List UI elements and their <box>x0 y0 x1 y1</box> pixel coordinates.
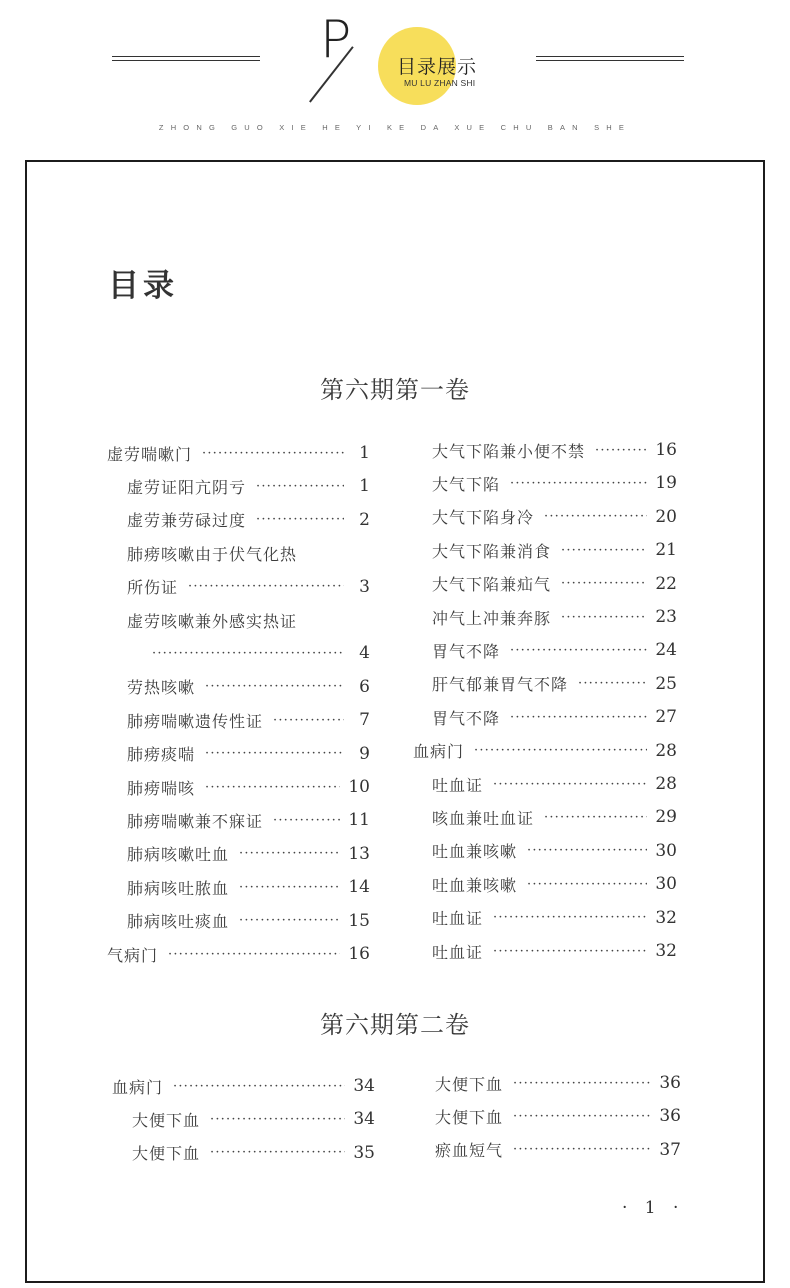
toc-entry-page: 16 <box>655 440 677 460</box>
toc-leader-dots <box>256 513 344 526</box>
toc-entry-label: 肝气郁兼胃气不降 <box>432 675 569 695</box>
toc-leader-dots <box>152 647 344 660</box>
toc-leader-dots <box>544 510 647 523</box>
toc-entry[interactable] <box>432 438 677 462</box>
toc-leader-dots <box>273 814 340 827</box>
toc-leader-dots <box>493 945 647 958</box>
toc-entry-label: 胃气不降 <box>432 641 501 661</box>
toc-entry-page: 15 <box>348 910 370 931</box>
toc-leader-dots <box>205 680 344 693</box>
toc-entry-page: 14 <box>348 877 370 898</box>
toc-entry-label: 肺痨喘嗽兼不寐证 <box>127 811 264 831</box>
toc-leader-dots <box>474 744 647 757</box>
toc-entry[interactable] <box>435 1138 681 1162</box>
toc-entry[interactable] <box>432 906 677 930</box>
toc-entry-label: 大便下血 <box>132 1144 201 1164</box>
header-letter: P <box>320 10 352 70</box>
toc-entry[interactable] <box>432 705 677 729</box>
toc-leader-dots <box>595 444 647 457</box>
toc-leader-dots <box>513 1077 651 1090</box>
toc-entry-page: 2 <box>359 509 370 530</box>
toc-entry-label: 所伤证 <box>127 578 179 598</box>
toc-entry-page: 11 <box>348 810 370 831</box>
toc-leader-dots <box>510 711 647 724</box>
toc-entry[interactable] <box>432 471 677 495</box>
toc-entry[interactable] <box>127 508 370 532</box>
toc-entry-label: 胃气不降 <box>432 708 501 728</box>
toc-entry-label: 肺痨喘嗽遗传性证 <box>127 711 264 731</box>
toc-entry-page: 27 <box>655 707 677 728</box>
toc-entry-label: 血病门 <box>112 1077 164 1097</box>
toc-entry[interactable] <box>127 775 370 799</box>
toc-entry-page: 1 <box>359 443 370 463</box>
toc-entry[interactable] <box>132 1107 375 1131</box>
toc-entry[interactable] <box>132 1141 375 1165</box>
toc-entry-page: 36 <box>659 1073 681 1093</box>
toc-leader-dots <box>513 1110 651 1123</box>
toc-entry-label: 虚劳咳嗽兼外感实热证 <box>127 611 298 631</box>
toc-entry[interactable] <box>127 842 370 866</box>
toc-leader-dots <box>205 781 340 794</box>
toc-entry[interactable] <box>432 772 677 796</box>
toc-entry-label: 肺病咳吐痰血 <box>127 912 230 932</box>
toc-leader-dots <box>527 844 647 857</box>
toc-leader-dots <box>510 644 647 657</box>
toc-entry[interactable] <box>127 474 370 498</box>
toc-entry-page: 35 <box>353 1142 375 1163</box>
toc-entry[interactable] <box>127 608 370 632</box>
toc-entry-label: 大便下血 <box>435 1074 504 1094</box>
toc-entry-label: 虚劳喘嗽门 <box>107 444 193 464</box>
toc-entry[interactable] <box>432 939 677 963</box>
toc-entry-page: 1 <box>359 476 370 497</box>
toc-leader-dots <box>561 577 647 590</box>
toc-leader-dots <box>561 611 647 624</box>
toc-entry[interactable] <box>432 672 677 696</box>
toc-entry[interactable] <box>127 708 370 732</box>
toc-entry[interactable] <box>127 742 370 766</box>
toc-entry-label: 大气下陷兼小便不禁 <box>432 441 586 461</box>
toc-entry-label: 咳血兼吐血证 <box>432 808 535 828</box>
toc-leader-dots <box>210 1146 345 1159</box>
toc-entry[interactable] <box>127 575 370 599</box>
toc-leader-dots <box>205 747 344 760</box>
toc-entry[interactable] <box>112 1074 375 1098</box>
toc-entry-page: 7 <box>359 710 370 731</box>
toc-entry-page: 21 <box>655 540 677 561</box>
toc-leader-dots <box>188 580 344 593</box>
toc-leader-dots <box>202 447 344 460</box>
toc-leader-dots <box>561 544 647 557</box>
toc-entry-page: 3 <box>359 576 370 597</box>
toc-entry[interactable] <box>413 739 677 763</box>
toc-entry[interactable] <box>435 1071 681 1095</box>
toc-entry-page: 4 <box>359 643 370 664</box>
toc-entry[interactable] <box>127 875 370 899</box>
toc-entry-label: 吐血证 <box>432 775 484 795</box>
toc-entry-label: 肺病咳嗽吐血 <box>127 845 230 865</box>
toc-entry-label: 气病门 <box>107 945 159 965</box>
toc-entry-page: 22 <box>655 573 677 594</box>
toc-entry[interactable] <box>432 605 677 629</box>
volume-title: 第六期第二卷 <box>320 1011 470 1039</box>
header-decor-line-left <box>112 56 260 61</box>
toc-entry[interactable] <box>432 538 677 562</box>
toc-entry-page: 34 <box>353 1076 375 1096</box>
toc-entry[interactable] <box>432 572 677 596</box>
toc-entry[interactable] <box>432 839 677 863</box>
toc-entry-page: 29 <box>655 807 677 828</box>
toc-entry-page: 32 <box>655 907 677 928</box>
toc-entry[interactable] <box>432 638 677 662</box>
toc-entry-page: 37 <box>659 1139 681 1160</box>
toc-entry[interactable] <box>107 942 370 966</box>
header-title: 目录展示 <box>397 56 478 78</box>
toc-entry-page: 9 <box>359 743 370 764</box>
toc-entry-page: 30 <box>655 874 677 895</box>
toc-entry-label: 大气下陷 <box>432 474 501 494</box>
toc-entry[interactable] <box>435 1104 681 1128</box>
toc-leader-dots <box>273 714 344 727</box>
toc-leader-dots <box>510 477 647 490</box>
toc-entry-label: 瘀血短气 <box>435 1141 504 1161</box>
toc-entry[interactable] <box>432 505 677 529</box>
toc-entry-label: 大气下陷兼疝气 <box>432 575 552 595</box>
toc-entry-label: 肺痨痰喘 <box>127 745 196 765</box>
toc-leader-dots <box>513 1143 651 1156</box>
publisher-pinyin: ZHONG GUO XIE HE YI KE DA XUE CHU BAN SHE <box>158 123 632 132</box>
toc-entry-page: 10 <box>348 777 370 797</box>
toc-entry[interactable] <box>127 675 370 699</box>
toc-entry-label: 肺痨咳嗽由于伏气化热 <box>127 544 298 564</box>
toc-entry-page: 6 <box>359 676 370 697</box>
toc-entry[interactable] <box>432 805 677 829</box>
volume-title: 第六期第一卷 <box>320 376 470 404</box>
toc-title: 目录 <box>108 268 178 304</box>
toc-entry-label: 冲气上冲兼奔豚 <box>432 608 552 628</box>
toc-entry-label: 肺病咳吐脓血 <box>127 878 230 898</box>
toc-entry[interactable] <box>127 909 370 933</box>
toc-leader-dots <box>239 847 340 860</box>
toc-entry-page: 19 <box>655 473 677 494</box>
toc-entry-page: 28 <box>655 774 677 794</box>
toc-entry-label: 大气下陷身冷 <box>432 508 535 528</box>
page-number: · 1 · <box>622 1198 685 1218</box>
toc-entry[interactable] <box>432 872 677 896</box>
toc-leader-dots <box>544 811 647 824</box>
toc-entry-page: 23 <box>655 607 677 627</box>
toc-leader-dots <box>173 1080 345 1093</box>
header-decor-line-right <box>536 56 684 61</box>
toc-entry-label: 劳热咳嗽 <box>127 678 196 698</box>
toc-entry-page: 13 <box>348 843 370 864</box>
toc-leader-dots <box>578 677 647 690</box>
toc-entry-label: 大气下陷兼消食 <box>432 541 552 561</box>
toc-entry-label: 虚劳证阳亢阴亏 <box>127 477 247 497</box>
toc-entry[interactable] <box>107 441 370 465</box>
toc-leader-dots <box>493 911 647 924</box>
toc-entry-page: 24 <box>655 640 677 661</box>
toc-leader-dots <box>239 881 340 894</box>
toc-entry-page: 16 <box>348 944 370 964</box>
toc-leader-dots <box>239 914 340 927</box>
toc-entry-label: 大便下血 <box>132 1110 201 1130</box>
toc-entry-label: 吐血证 <box>432 942 484 962</box>
toc-entry-page: 28 <box>655 740 677 761</box>
toc-entry-label: 血病门 <box>413 742 465 762</box>
toc-entry-page: 32 <box>655 941 677 961</box>
toc-entry[interactable] <box>127 808 370 832</box>
toc-leader-dots <box>210 1113 345 1126</box>
toc-entry-label: 吐血兼咳嗽 <box>432 842 518 862</box>
toc-entry-page: 30 <box>655 840 677 861</box>
toc-entry-label: 吐血证 <box>432 909 484 929</box>
toc-entry-label: 虚劳兼劳碌过度 <box>127 511 247 531</box>
toc-entry-page: 34 <box>353 1109 375 1130</box>
header-subtitle: MU LU ZHAN SHI <box>404 78 476 88</box>
toc-leader-dots <box>493 778 647 791</box>
toc-entry-page: 20 <box>655 506 677 527</box>
toc-entry-page: 36 <box>659 1106 681 1127</box>
toc-entry[interactable] <box>127 541 370 565</box>
toc-entry-label: 肺痨喘咳 <box>127 778 196 798</box>
toc-leader-dots <box>168 948 340 961</box>
toc-entry-label: 大便下血 <box>435 1107 504 1127</box>
toc-leader-dots <box>527 878 647 891</box>
toc-entry-label: 吐血兼咳嗽 <box>432 875 518 895</box>
toc-entry[interactable] <box>152 641 370 665</box>
toc-entry-page: 25 <box>655 673 677 694</box>
toc-leader-dots <box>256 480 344 493</box>
